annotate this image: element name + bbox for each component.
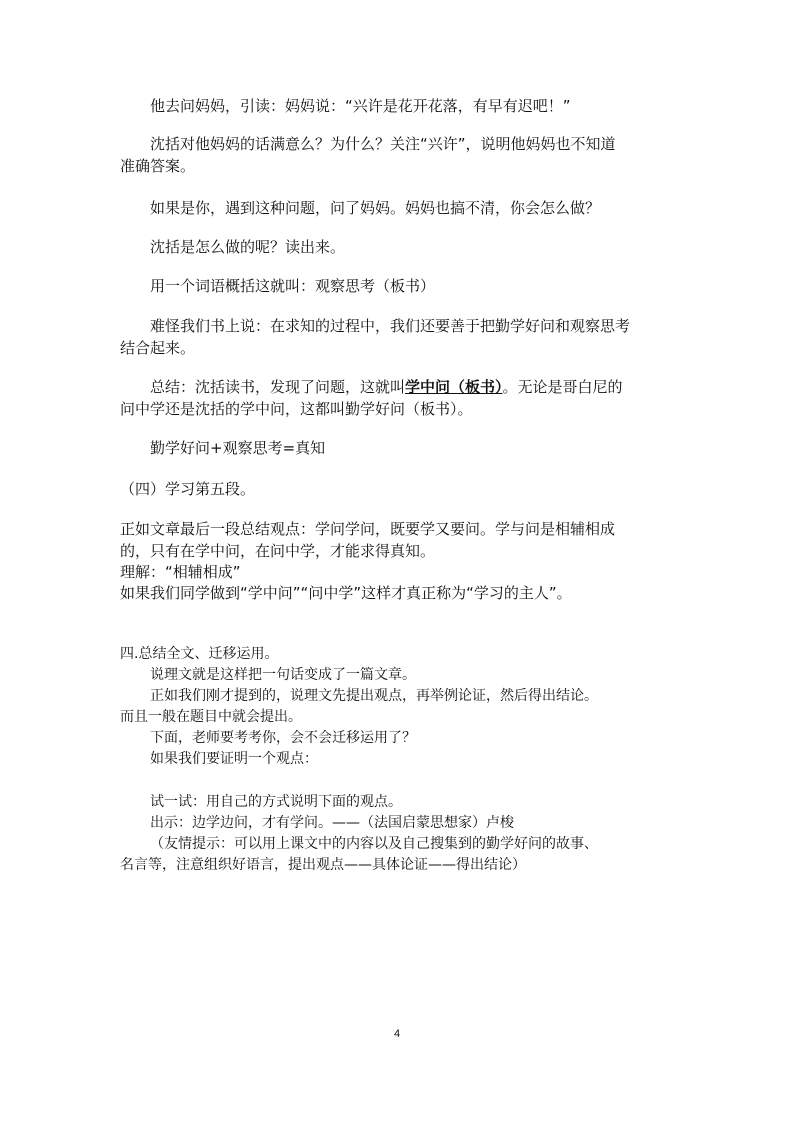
paragraph-line: 如果我们同学做到“学中问”“问中学”这样才真正称为“学习的主人”。	[120, 584, 572, 602]
emphasized-term: 学中问（板书）	[405, 378, 503, 396]
page-number: 4	[393, 1028, 401, 1040]
paragraph-line: 他去问妈妈，引读：妈妈说：“兴许是花开花落，有早有迟吧！”	[150, 97, 571, 115]
paragraph-line: 沈括对他妈妈的话满意么？为什么？关注“兴许”，说明他妈妈也不知道	[150, 135, 616, 153]
paragraph-line: 结合起来。	[120, 339, 196, 357]
paragraph-line: 说理文就是这样把一句话变成了一篇文章。	[150, 667, 416, 683]
paragraph-line: 理解：“相辅相成”	[120, 563, 241, 581]
paragraph-line: 沈括是怎么做的呢？读出来。	[150, 238, 346, 256]
paragraph-line: 正如我们刚才提到的，说理文先提出观点，再举例论证，然后得出结论。	[150, 688, 598, 704]
formula-line: 勤学好问+观察思考=真知	[150, 439, 326, 457]
paragraph-line: 而且一般在题目中就会提出。	[120, 709, 302, 725]
paragraph-line: 问中学还是沈括的学中问，这都叫勤学好问（板书）。	[120, 400, 473, 418]
paragraph-line: 如果是你，遇到这种问题，问了妈妈。妈妈也搞不清，你会怎么做？	[150, 199, 601, 217]
paragraph-line: 的，只有在学中问，在问中学，才能求得真知。	[120, 542, 436, 560]
section-heading: （四）学习第五段。	[120, 480, 256, 498]
paragraph-line: 名言等，注意组织好语言，提出观点——具体论证——得出结论）	[120, 857, 526, 873]
paragraph-line: 正如文章最后一段总结观点：学问学问，既要学又要问。学与问是相辅相成	[120, 520, 616, 538]
summary-text: 总结：沈括读书，发现了问题，这就叫	[150, 378, 406, 396]
paragraph-line: 用一个词语概括这就叫：观察思考（板书）	[150, 277, 436, 295]
paragraph-line: 试一试：用自己的方式说明下面的观点。	[150, 794, 402, 810]
paragraph-line: 下面，老师要考考你，会不会迁移运用了？	[150, 730, 416, 746]
paragraph-line: 出示：边学边问，才有学问。——（法国启蒙思想家）卢梭	[150, 815, 514, 831]
paragraph-line	[150, 378, 623, 396]
paragraph-line: 难怪我们书上说：在求知的过程中，我们还要善于把勤学好问和观察思考	[150, 317, 631, 335]
paragraph-line: 如果我们要证明一个观点：	[150, 751, 318, 767]
summary-text-tail: 。无论是哥白尼的	[502, 378, 623, 396]
paragraph-line: 准确答案。	[120, 157, 196, 175]
paragraph-line: （友情提示：可以用上课文中的内容以及自己搜集到的勤学好问的故事、	[150, 836, 598, 852]
section-heading: 四.总结全文、迁移运用。	[120, 646, 279, 662]
